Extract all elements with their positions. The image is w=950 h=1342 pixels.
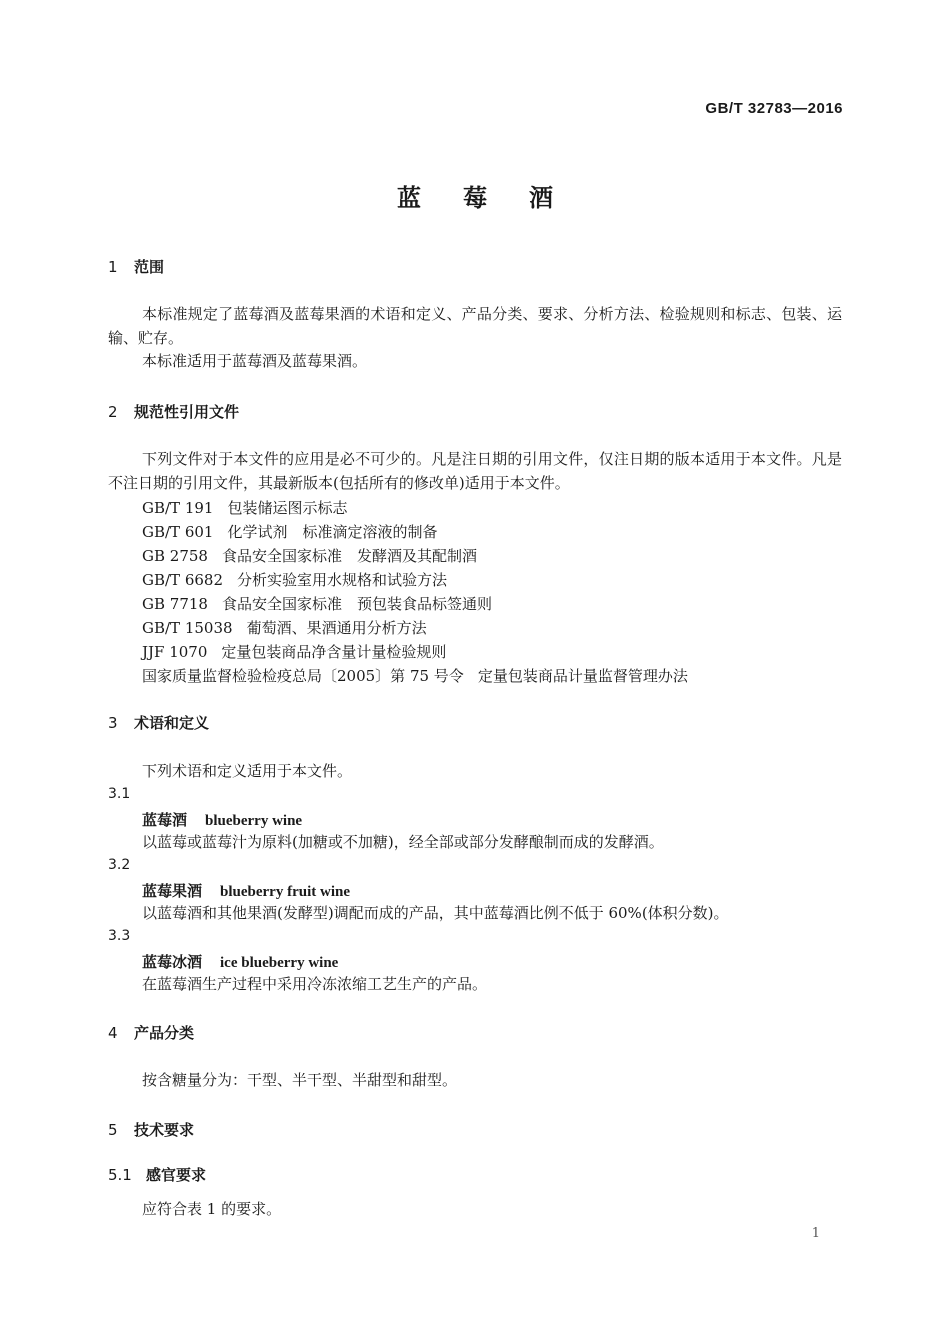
reference-title: 包装储运图示标志 <box>227 499 348 517</box>
term-zh: 蓝莓冰酒 <box>142 953 203 971</box>
term-zh: 蓝莓酒 <box>142 811 188 829</box>
reference-title: 葡萄酒、果酒通用分析方法 <box>246 619 427 637</box>
section-1-heading <box>108 256 164 277</box>
section-number: 3 <box>108 714 118 732</box>
reference-title: 定量包装商品计量监督管理办法 <box>477 667 688 685</box>
section-4-heading <box>108 1022 194 1043</box>
subsection-number: 5.1 <box>108 1166 132 1184</box>
reference-title: 食品安全国家标准 发酵酒及其配制酒 <box>221 547 477 565</box>
section-3-intro: 下列术语和定义适用于本文件。 <box>142 762 353 780</box>
reference-item <box>142 545 477 566</box>
section-5-heading <box>108 1119 194 1140</box>
section-title: 技术要求 <box>134 1121 195 1139</box>
section-number: 1 <box>108 258 118 276</box>
section-title: 术语和定义 <box>134 714 210 732</box>
standard-number: GB/T 32783—2016 <box>705 100 843 117</box>
section-1-paragraph-1: 本标准规定了蓝莓酒及蓝莓果酒的术语和定义、产品分类、要求、分析方法、检验规则和标志、包装、运输、贮存。 <box>108 305 842 347</box>
term-definition: 以蓝莓或蓝莓汁为原料(加糖或不加糖)，经全部或部分发酵酿制而成的发酵酒。 <box>142 833 664 851</box>
term-heading <box>142 880 350 901</box>
term-number: 3.3 <box>108 928 131 944</box>
section-number: 5 <box>108 1121 118 1139</box>
section-4-paragraph: 按含糖量分为：干型、半干型、半甜型和甜型。 <box>142 1071 458 1089</box>
reference-code: JJF 1070 <box>142 643 208 661</box>
reference-item <box>142 641 446 662</box>
reference-item <box>142 593 492 614</box>
reference-code: GB/T 15038 <box>142 619 233 637</box>
section-title: 产品分类 <box>134 1024 195 1042</box>
section-number: 4 <box>108 1024 118 1042</box>
section-1-paragraph-2: 本标准适用于蓝莓酒及蓝莓果酒。 <box>142 352 368 370</box>
term-definition: 以蓝莓酒和其他果酒(发酵型)调配而成的产品，其中蓝莓酒比例不低于 60%(体积分数)。 <box>142 904 729 922</box>
reference-item <box>142 665 688 686</box>
term-number: 3.2 <box>108 857 131 873</box>
reference-code: GB 2758 <box>142 547 208 565</box>
reference-item <box>142 497 347 518</box>
section-number: 2 <box>108 403 118 421</box>
document-title: 蓝莓酒 <box>397 183 595 212</box>
term-zh: 蓝莓果酒 <box>142 882 203 900</box>
subsection-title: 感官要求 <box>146 1166 207 1184</box>
term-en: blueberry wine <box>205 813 303 829</box>
section-title: 规范性引用文件 <box>134 403 240 421</box>
term-definition: 在蓝莓酒生产过程中采用冷冻浓缩工艺生产的产品。 <box>142 975 488 993</box>
term-number: 3.1 <box>108 786 131 802</box>
reference-item <box>142 569 447 590</box>
reference-title: 分析实验室用水规格和试验方法 <box>237 571 448 589</box>
reference-code: GB/T 6682 <box>142 571 224 589</box>
section-title: 范围 <box>134 258 165 276</box>
reference-title: 定量包装商品净含量计量检验规则 <box>221 643 447 661</box>
reference-code: 国家质量监督检验检疫总局〔2005〕第 75 号令 <box>142 667 464 685</box>
reference-title: 食品安全国家标准 预包装食品标签通则 <box>221 595 492 613</box>
section-5-1-paragraph: 应符合表 1 的要求。 <box>142 1200 282 1218</box>
page-number: 1 <box>811 1226 820 1241</box>
section-2-heading <box>108 401 239 422</box>
term-en: blueberry fruit wine <box>220 884 350 900</box>
section-5-1-heading <box>108 1164 206 1185</box>
term-heading <box>142 809 302 830</box>
reference-item <box>142 617 427 638</box>
section-2-intro: 下列文件对于本文件的应用是必不可少的。凡是注日期的引用文件，仅注日期的版本适用于本文件。凡是不注日期的引用文件，其最新版本(包括所有的修改单)适用于本文件。 <box>108 450 842 492</box>
term-en: ice blueberry wine <box>220 955 339 971</box>
reference-code: GB/T 601 <box>142 523 214 541</box>
reference-item <box>142 521 437 542</box>
section-3-heading <box>108 712 209 733</box>
reference-code: GB/T 191 <box>142 499 214 517</box>
reference-title: 化学试剂 标准滴定溶液的制备 <box>227 523 438 541</box>
term-heading <box>142 951 338 972</box>
reference-code: GB 7718 <box>142 595 208 613</box>
